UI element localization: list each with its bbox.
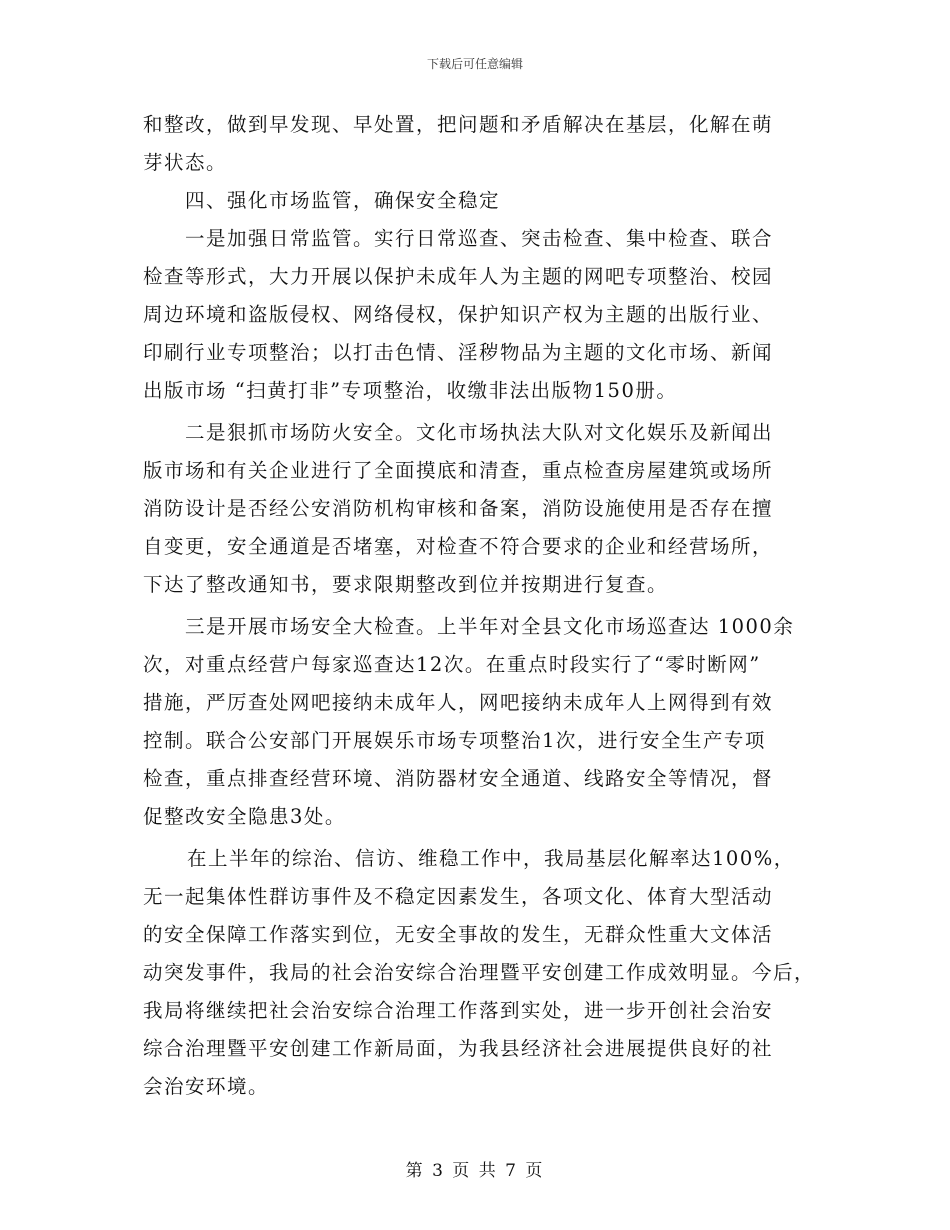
body-line: 的安全保障工作落实到位，无安全事故的发生，无群众性重大文体活 bbox=[143, 923, 774, 946]
section-heading: 四、强化市场监管，确保安全稳定 bbox=[185, 189, 501, 212]
body-line: 次，对重点经营户每家巡查达12次。在重点时段实行了“零时断网” bbox=[143, 653, 761, 676]
body-line: 周边环境和盗版侵权、网络侵权，保护知识产权为主题的出版行业、 bbox=[143, 303, 774, 326]
body-line: 我局将继续把社会治安综合治理工作落到实处，进一步开创社会治安 bbox=[143, 999, 774, 1022]
body-line: 在上半年的综治、信访、维稳工作中，我局基层化解率达100%， bbox=[187, 847, 795, 870]
body-line: 检查等形式，大力开展以保护未成年人为主题的网吧专项整治、校园 bbox=[143, 265, 774, 288]
body-line: 控制。联合公安部门开展娱乐市场专项整治1次，进行安全生产专项 bbox=[143, 729, 766, 752]
body-line: 检查，重点排查经营环境、消防器材安全通道、线路安全等情况，督 bbox=[143, 767, 774, 790]
body-line: 消防设计是否经公安消防机构审核和备案，消防设施使用是否存在擅 bbox=[143, 497, 774, 520]
body-line: 综合治理暨平安创建工作新局面，为我县经济社会进展提供良好的社 bbox=[143, 1037, 774, 1060]
body-line: 一是加强日常监管。实行日常巡查、突击检查、集中检查、联合 bbox=[185, 227, 774, 250]
body-line: 自变更，安全通道是否堵塞，对检查不符合要求的企业和经营场所， bbox=[143, 535, 774, 558]
body-line: 会治安环境。 bbox=[143, 1075, 270, 1098]
body-line: 措施，严厉查处网吧接纳未成年人，网吧接纳未成年人上网得到有效 bbox=[143, 691, 774, 714]
body-line: 促整改安全隐患3处。 bbox=[143, 805, 346, 828]
body-line: 二是狠抓市场防火安全。文化市场执法大队对文化娱乐及新闻出 bbox=[185, 421, 774, 444]
body-line: 出版市场 “扫黄打非”专项整治，收缴非法出版物150册。 bbox=[143, 379, 678, 402]
body-line: 和整改，做到早发现、早处置，把问题和矛盾解决在基层，化解在萌 bbox=[143, 113, 774, 136]
page-header: 下载后可任意编辑 bbox=[426, 57, 523, 71]
body-line: 印刷行业专项整治；以打击色情、淫秽物品为主题的文化市场、新闻 bbox=[143, 341, 774, 364]
body-line: 版市场和有关企业进行了全面摸底和清查，重点检查房屋建筑或场所 bbox=[143, 459, 774, 482]
body-line: 下达了整改通知书，要求限期整改到位并按期进行复查。 bbox=[143, 573, 669, 596]
body-line: 三是开展市场安全大检查。上半年对全县文化市场巡查达 1000余 bbox=[185, 615, 795, 638]
body-line: 动突发事件，我局的社会治安综合治理暨平安创建工作成效明显。今后， bbox=[143, 961, 816, 984]
document-body bbox=[143, 106, 816, 1106]
body-line: 无一起集体性群访事件及不稳定因素发生，各项文化、体育大型活动 bbox=[143, 885, 774, 908]
body-line: 芽状态。 bbox=[143, 151, 228, 174]
page-number: 第 3 页 共 7 页 bbox=[405, 1161, 545, 1181]
